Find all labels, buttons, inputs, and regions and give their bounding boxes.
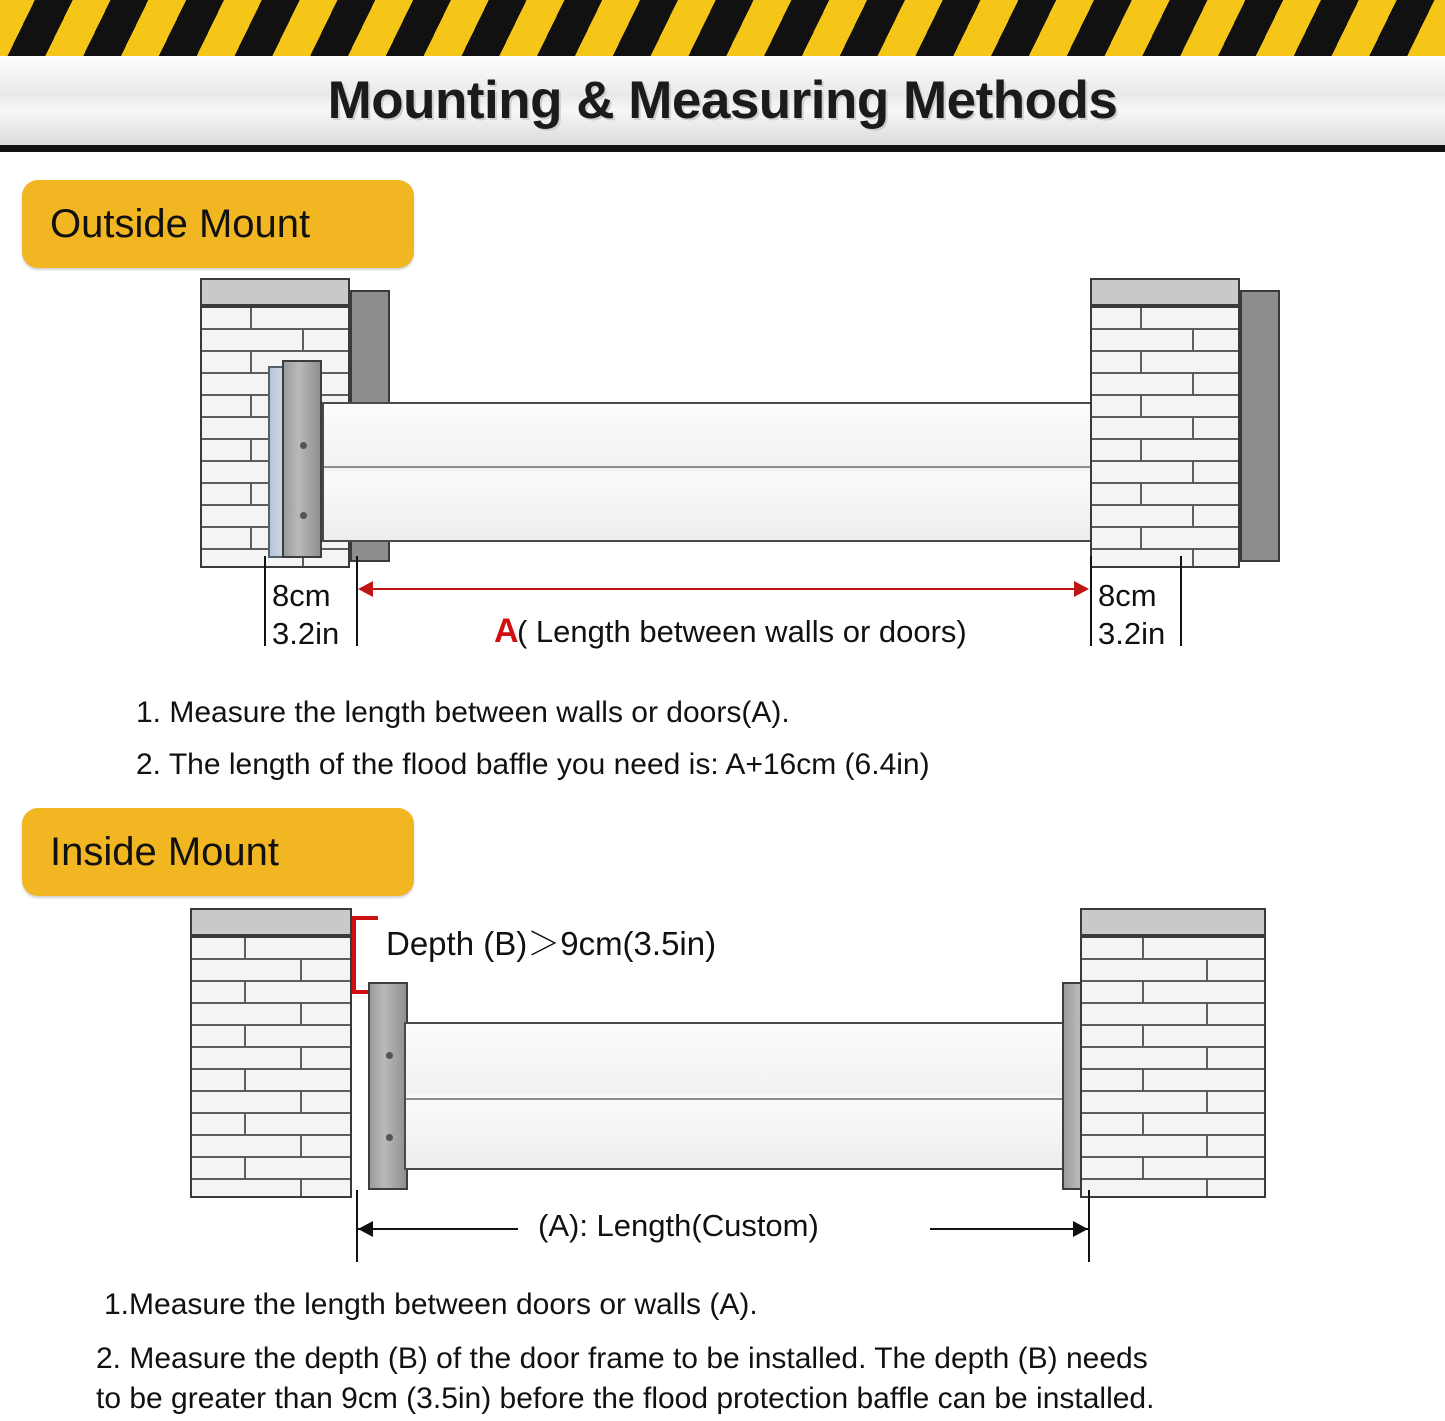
right-pillar-top-outside bbox=[1090, 278, 1240, 306]
outside-mount-diagram bbox=[0, 270, 1445, 660]
inside-step-2-line1: 2. Measure the depth (B) of the door frame to be installed. The depth (B) needs bbox=[96, 1342, 1148, 1375]
dim-line-left-inside bbox=[358, 1228, 518, 1230]
outside-step-2: 2. The length of the flood baffle you need is: A+16cm (6.4in) bbox=[136, 748, 930, 781]
depth-compare-text: ＞9cm(3.5in) bbox=[527, 925, 717, 962]
length-label-inside: (A): Length(Custom) bbox=[538, 1208, 819, 1243]
flood-baffle-panel-inside bbox=[404, 1022, 1072, 1170]
section-pill-inside-label: Inside Mount bbox=[50, 829, 280, 874]
dim-line-main-outside bbox=[372, 588, 1074, 590]
depth-label-inside bbox=[386, 918, 716, 965]
dim-arrow-left-outside bbox=[358, 581, 373, 597]
left-pillar-inside bbox=[190, 936, 352, 1198]
page-title: Mounting & Measuring Methods bbox=[327, 71, 1118, 130]
section-pill-outside-mount bbox=[22, 180, 414, 268]
left-bracket-outside bbox=[282, 360, 322, 558]
hazard-stripe-banner bbox=[0, 0, 1445, 59]
inside-step-1: 1.Measure the length between doors or walls (A). bbox=[104, 1288, 758, 1321]
dim-tick-right-outer bbox=[1180, 556, 1182, 646]
right-dim-cm-outside: 8cm bbox=[1098, 578, 1157, 613]
flood-baffle-panel-outside bbox=[322, 402, 1112, 542]
dim-tick-right-inner bbox=[1090, 556, 1092, 646]
outside-step-1: 1. Measure the length between walls or doors(A). bbox=[136, 696, 790, 729]
dim-arrow-left-inside bbox=[358, 1221, 373, 1237]
inside-step-2-line2: to be greater than 9cm (3.5in) before the flood protection baffle can be installed. bbox=[96, 1382, 1155, 1415]
dim-tick-left-inner bbox=[356, 556, 358, 646]
section-pill-outside-label: Outside Mount bbox=[50, 201, 311, 246]
section-pill-inside-mount bbox=[22, 808, 414, 896]
dimension-marker-a: A bbox=[494, 612, 519, 650]
dimension-a-description: ( Length between walls or doors) bbox=[517, 614, 967, 649]
right-pillar-inside bbox=[1080, 936, 1266, 1198]
left-dim-cm-outside: 8cm bbox=[272, 578, 331, 613]
depth-label-text: Depth (B) bbox=[386, 925, 528, 962]
dim-tick-right-inside bbox=[1088, 1190, 1090, 1262]
left-dim-in-outside: 3.2in bbox=[272, 616, 340, 651]
right-pillar-side-outside bbox=[1240, 290, 1280, 562]
inside-mount-diagram bbox=[0, 900, 1445, 1260]
left-bracket-inside bbox=[368, 982, 408, 1190]
dim-tick-left-outer bbox=[264, 556, 266, 646]
left-pillar-top-outside bbox=[200, 278, 350, 306]
right-pillar-top-inside bbox=[1080, 908, 1266, 936]
dim-line-right-inside bbox=[930, 1228, 1088, 1230]
dim-arrow-right-inside bbox=[1073, 1221, 1088, 1237]
left-pillar-top-inside bbox=[190, 908, 352, 936]
dim-arrow-right-outside bbox=[1074, 581, 1089, 597]
right-pillar-outside bbox=[1090, 306, 1240, 568]
right-dim-in-outside: 3.2in bbox=[1098, 616, 1166, 651]
